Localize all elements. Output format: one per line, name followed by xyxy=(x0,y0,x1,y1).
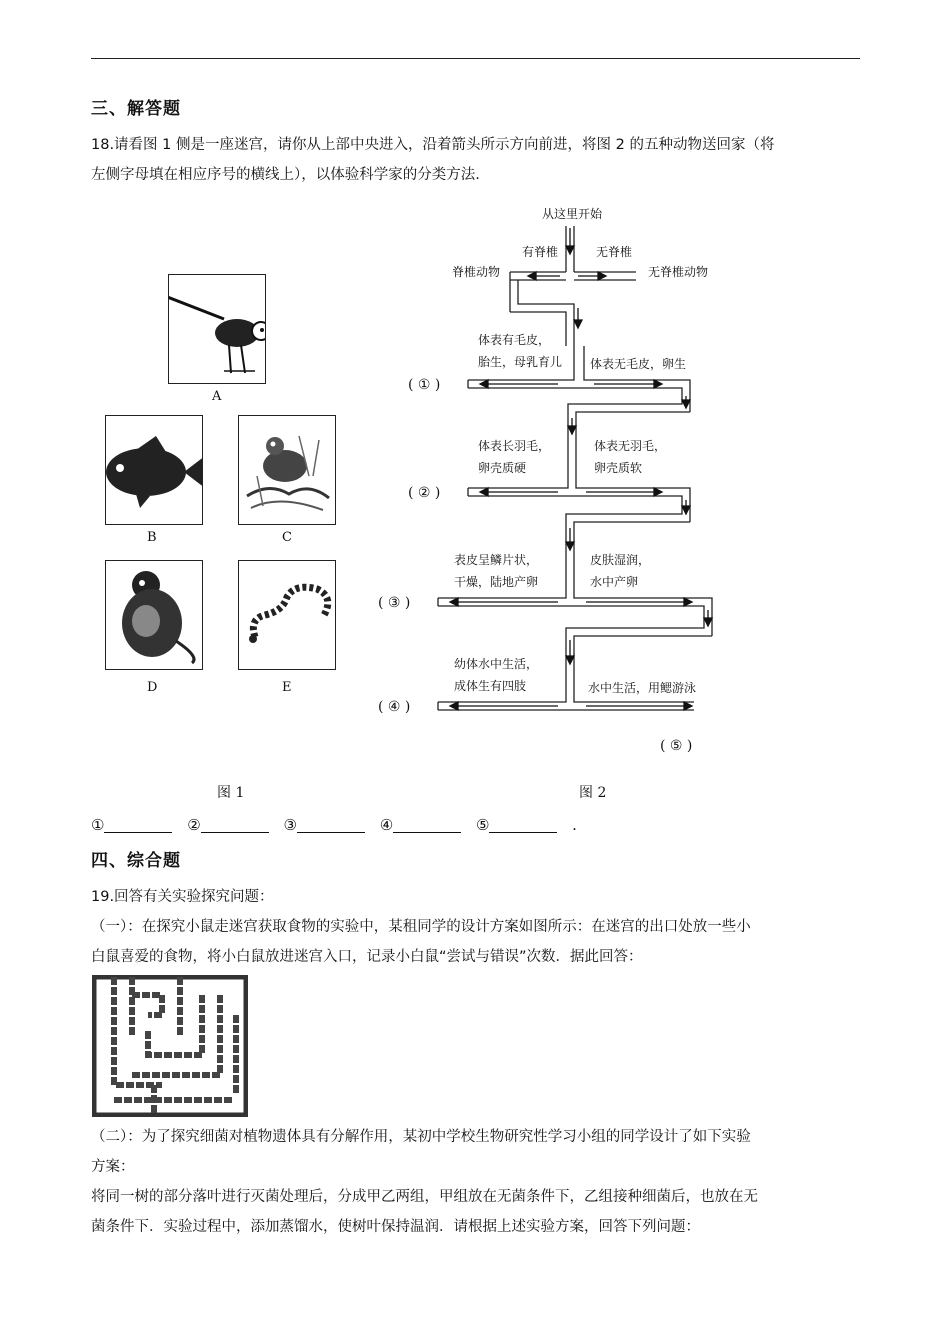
blank-4-label: ④ xyxy=(379,816,394,834)
maze-l2a: 体表长羽毛， xyxy=(478,439,551,453)
slot-2: ( ② ) xyxy=(408,485,441,501)
maze-r3a: 皮肤湿润， xyxy=(590,553,651,567)
maze-l4b: 成体生有四肢 xyxy=(454,679,527,693)
maze-l1b: 胎生，母乳育儿 xyxy=(478,355,563,369)
maze-invertebrate: 无脊椎 xyxy=(596,245,633,259)
section-3-title: 三、解答题 xyxy=(91,99,181,119)
animal-a-label: A xyxy=(212,389,222,404)
q19-part2-line-3: 将同一树的部分落叶进行灭菌处理后，分成甲乙两组，甲组放在无菌条件下，乙组接种细菌后，也放在无 xyxy=(91,1189,758,1205)
q18-line-2: 左侧字母填在相应序号的横线上），以体验科学家的分类方法. xyxy=(91,167,480,183)
q19-part2-line-1: （二）：为了探究细菌对植物遗体具有分解作用，某初中学校生物研究性学习小组的同学设计了如下实验 xyxy=(91,1129,751,1145)
slot-3: ( ③ ) xyxy=(378,595,411,611)
question-19-part2 xyxy=(91,1122,861,1242)
section-4-title: 四、综合题 xyxy=(91,851,181,871)
slot-1: ( ① ) xyxy=(408,377,441,393)
blank-2-label: ② xyxy=(187,816,201,834)
maze-l1a: 体表有毛皮， xyxy=(478,333,551,347)
animal-b-label: B xyxy=(147,530,157,545)
animal-c-label: C xyxy=(282,530,292,545)
q19-part2-line-4: 菌条件下．实验过程中，添加蒸馏水，使树叶保持温润．请根据上述实验方案，回答下列问题： xyxy=(91,1219,700,1235)
maze-r1: 体表无毛皮，卵生 xyxy=(590,357,687,371)
slot-5: ( ⑤ ) xyxy=(660,738,693,754)
maze-l2b: 卵壳质硬 xyxy=(478,461,527,475)
blanks-end-dot: . xyxy=(572,816,577,834)
q19-part2-line-2: 方案： xyxy=(91,1159,135,1175)
animal-d-label: D xyxy=(147,680,158,695)
question-19-text xyxy=(91,882,861,972)
mouse-maze-image xyxy=(92,975,248,1117)
blank-1-label: ① xyxy=(91,816,105,834)
maze-start: 从这里开始 xyxy=(542,207,603,221)
blank-5-input[interactable] xyxy=(489,816,557,833)
blank-2-input[interactable] xyxy=(201,816,269,833)
blank-1-input[interactable] xyxy=(104,816,172,833)
blank-3-input[interactable] xyxy=(297,816,365,833)
blank-5-label: ⑤ xyxy=(475,816,490,834)
maze-vertebrate: 有脊椎 xyxy=(522,245,559,259)
answer-blanks xyxy=(91,816,577,834)
q19-part1-line-2: 白鼠喜爱的食物，将小白鼠放进迷宫入口，记录小白鼠“尝试与错误”次数．据此回答： xyxy=(91,949,643,965)
slot-4: ( ④ ) xyxy=(378,699,411,715)
q19-line-1: 19.回答有关实验探究问题： xyxy=(91,889,274,905)
maze-vertebrate-animal: 脊椎动物 xyxy=(452,265,501,279)
blank-4-input[interactable] xyxy=(393,816,461,833)
maze-r2a: 体表无羽毛， xyxy=(594,439,667,453)
maze-l3b: 干燥，陆地产卵 xyxy=(454,575,539,589)
maze-r2b: 卵壳质软 xyxy=(594,461,643,475)
maze-r4: 水中生活，用鳃游泳 xyxy=(588,681,697,695)
maze-l4a: 幼体水中生活， xyxy=(454,657,539,671)
q18-line-1: 18.请看图 1 侧是一座迷宫，请你从上部中央进入，沿着箭头所示方向前进，将图 2 的五种动物送回家（将 xyxy=(91,137,775,153)
animal-e-label: E xyxy=(282,680,292,695)
figure-2-caption: 图 2 xyxy=(579,785,607,801)
q19-part1-line-1: （一）：在探究小鼠走迷宫获取食物的实验中，某租同学的设计方案如图所示：在迷宫的出口处放一些小 xyxy=(91,919,751,935)
maze-r3b: 水中产卵 xyxy=(590,575,639,589)
maze-invertebrate-animal: 无脊椎动物 xyxy=(648,265,709,279)
blank-3-label: ③ xyxy=(283,816,297,834)
figure-1-caption: 图 1 xyxy=(217,785,245,801)
maze-l3a: 表皮呈鳞片状， xyxy=(454,553,539,567)
